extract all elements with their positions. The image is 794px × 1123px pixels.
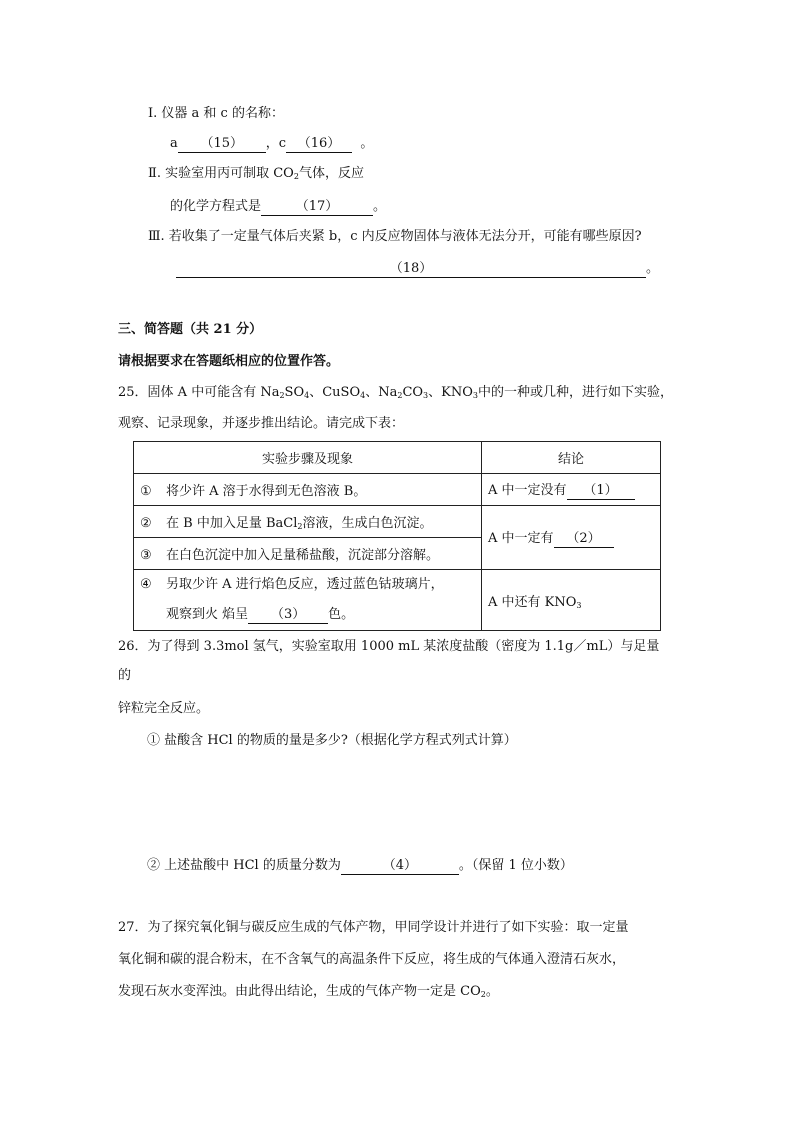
answer-blank-17[interactable] [261,199,373,216]
q24-a-c-names [170,134,373,154]
q25-line1 [118,383,673,406]
q27-line2 [118,950,625,970]
q26-part2-post: 。（保留 1 位小数） [458,858,573,873]
iii-end: 。 [646,261,660,276]
q26-line3-text: 锌粒完全反应。 [118,701,210,716]
row4-concl-pre: A 中还有 KNO [488,594,577,610]
blank-1-label: （1） [583,483,618,498]
blank-4-label: （4） [382,858,417,873]
table-row [134,506,661,538]
header-steps-text: 实验步骤及现象 [261,452,353,467]
row2-num: ② [140,516,152,531]
q25-sub-a: 2 [279,391,285,400]
q27-line1-text: 27．为了探究氧化铜与碳反应生成的气体产物，甲同学设计并进行了如下实验：取一定量 [118,920,629,935]
section-3-heading-text: 三、简答题（共 21 分） [118,322,263,337]
c-prefix: ，c [265,136,287,151]
row4-step-cell [134,570,482,631]
answer-blank-4[interactable] [341,858,459,875]
q26-part2-pre: ② 上述盐酸中 HCl 的质量分数为 [147,858,341,873]
row4-num: ④ [140,577,152,592]
section-3-instruction [118,352,339,372]
ii-line1-post: 气体，反应 [298,166,364,181]
q25-sub-b: 4 [304,391,310,400]
blank-2-label: （2） [566,531,601,546]
q24-part-iii-line [148,227,642,247]
header-conclusion-text: 结论 [557,452,584,467]
q26-line1-text: 26．为了得到 3.3mol 氢气，实验室取用 1000 mL 某浓度盐酸（密度为 1.1g／mL）与足量 [118,639,660,654]
q25-l1-p3: 、CuSO [309,385,361,400]
q25-l1-pre: 25．固体 A 中可能含有 Na [118,385,280,400]
q24-part-i-label [148,104,284,124]
q25-line2 [118,414,404,434]
row2-step-post: 溶液，生成白色沉淀。 [302,516,433,531]
row4-conclusion-cell [482,570,661,631]
table-header-row [134,442,661,474]
q25-l1-p5: CO [402,385,424,400]
q27-line2-text: 氧化铜和碳的混合粉末，在不含氧气的高温条件下反应，将生成的气体通入澄清石灰水， [118,952,626,967]
answer-blank-3[interactable] [248,607,328,624]
row4-step-line2-post: 色。 [328,607,355,622]
header-steps [134,442,482,474]
iii-line-text: Ⅲ. 若收集了一定量气体后夹紧 b，c 内反应物固体与液体无法分开，可能有哪些原因? [148,229,642,244]
q24-part-i-text: Ⅰ. 仪器 a 和 c 的名称： [148,106,284,121]
bacl2-subscript: 2 [297,522,303,531]
q25-l1-p6: 、KNO [428,385,473,400]
q25-l1-post: 中的一种或几种，进行如下实验， [477,385,673,400]
row1-step-cell [134,474,482,506]
q25-l1-p4: 、Na [365,385,398,400]
q26-line1 [118,637,659,657]
kno3-subscript: 3 [576,600,582,610]
q24-part-ii-line2 [170,197,386,217]
table-row [134,474,661,506]
blank-16-label: （16） [297,136,341,151]
q26-part1-text: ① 盐酸含 HCl 的物质的量是多少?（根据化学方程式列式计算） [147,733,517,748]
q27-line3 [118,982,499,1005]
q24-part-ii-line1 [148,164,364,187]
q24-part-iii-answer [176,259,659,279]
answer-blank-16[interactable] [286,136,352,153]
row23-conclusion-cell [482,506,661,570]
ii-line1-pre: Ⅱ. 实验室用丙可制取 CO [148,166,294,181]
ii-line2-end: 。 [373,199,387,214]
co2-subscript: 2 [293,172,299,181]
a-prefix: a [170,136,178,151]
q26-part2 [147,856,573,876]
section-3-heading [118,320,262,340]
row23-concl-pre: A 中一定有 [488,531,554,546]
q26-line2-text: 的 [118,668,132,683]
blank-18-label: （18） [389,261,433,276]
row3-step: 在白色沉淀中加入足量稀盐酸，沉淀部分溶解。 [166,548,440,563]
ii-line2-pre: 的化学方程式是 [170,199,262,214]
q25-sub-d: 2 [397,391,403,400]
row4-step-line1-text: 另取少许 A 进行焰色反应，透过蓝色钴玻璃片， [166,577,444,592]
row3-num: ③ [140,548,152,563]
table-row [134,570,661,631]
experiment-table [133,441,661,631]
row3-step-cell [134,538,482,570]
blank-15-label: （15） [200,136,244,151]
row1-num: ① [140,484,152,499]
row1-concl-pre: A 中一定没有 [488,483,567,498]
co2-subscript-2: 2 [480,990,486,999]
row4-step-line2 [140,600,475,630]
q27-line3-end: 。 [485,984,499,999]
section-3-instruction-text: 请根据要求在答题纸相应的位置作答。 [118,354,340,369]
blank-17-label: （17） [295,199,339,214]
row4-step-line1 [140,570,475,600]
answer-blank-15[interactable] [178,136,266,153]
a-c-end: 。 [360,136,374,151]
answer-blank-1[interactable] [567,483,635,500]
q26-line3 [118,699,209,719]
answer-blank-18[interactable] [176,261,646,278]
q27-line1 [118,918,629,938]
q26-line2 [118,666,131,686]
q27-line3-pre: 发现石灰水变浑浊。由此得出结论，生成的气体产物一定是 CO [118,984,481,999]
blank-3-label: （3） [271,607,306,622]
row4-step-line2-pre: 观察到火 焰呈 [166,607,249,622]
row2-step-pre: 在 B 中加入足量 BaCl [166,516,298,531]
row1-conclusion-cell [482,474,661,506]
q25-line2-text: 观察、记录现象，并逐步推出结论。请完成下表： [118,416,405,431]
q25-sub-e: 3 [423,391,429,400]
q25-sub-c: 4 [360,391,366,400]
q26-part1 [147,731,517,751]
row1-step: 将少许 A 溶于水得到无色溶液 B。 [166,484,367,499]
q25-sub-f: 3 [472,391,478,400]
row2-step-cell [134,506,482,538]
answer-blank-2[interactable] [554,531,614,548]
q25-l1-p2: SO [284,385,305,400]
header-conclusion [482,442,661,474]
